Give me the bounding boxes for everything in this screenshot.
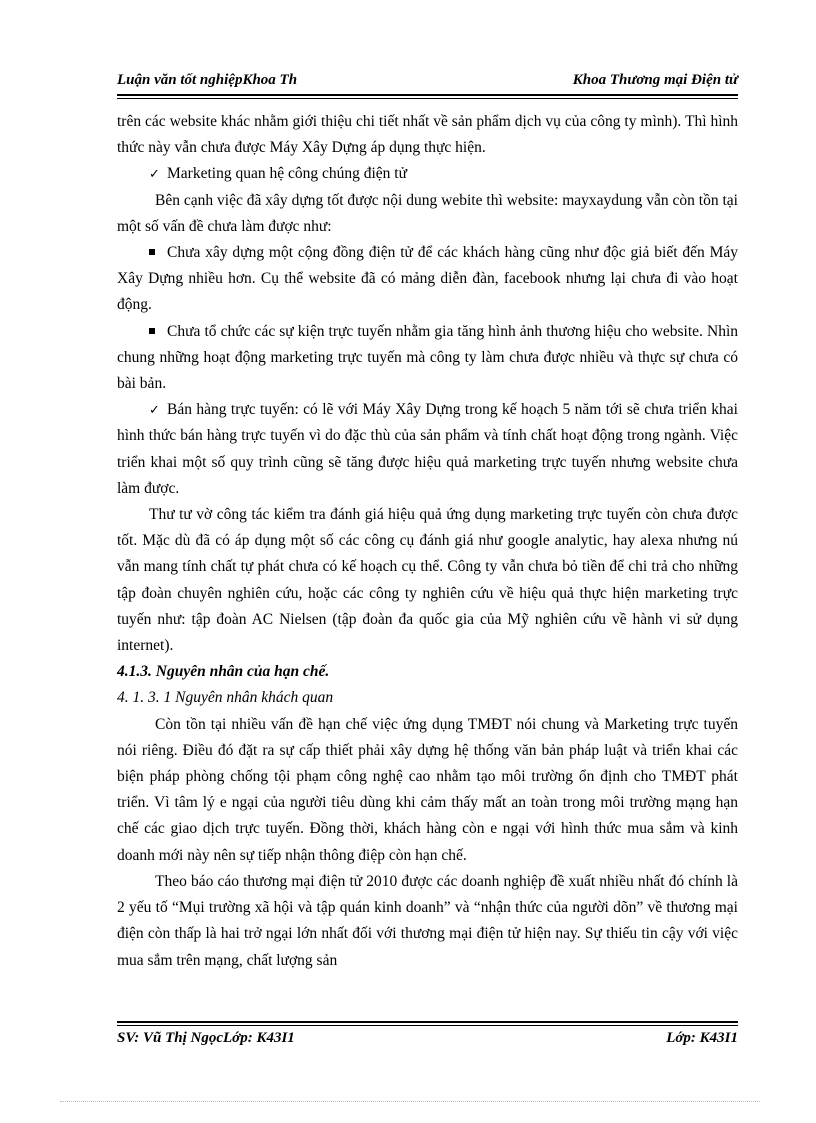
check-item (117, 397, 738, 502)
check-icon: ✓ (149, 402, 160, 418)
footer-right-text: Lớp: K43I1 (666, 1030, 738, 1046)
square-bullet-icon (149, 328, 155, 334)
check-icon: ✓ (149, 166, 160, 182)
check-item-text: Bán hàng trực tuyến: có lẽ với Máy Xây Dựng trong kế hoạch 5 năm tới sẽ chưa triển khai hình thức bán hàng trực tuyến vì do đặc thù của sản phẩm và tính chất hoạt động trong ngành. Việc triển khai một số quy trình cũng sẽ tăng được hiệu quả marketing trực tuyến nhưng website chưa làm được. (117, 401, 738, 497)
paragraph: Còn tồn tại nhiều vấn đề hạn chế việc ứng dụng TMĐT nói chung và Marketing trực tuyến nói riêng. Điều đó đặt ra sự cấp thiết phải xây dựng hệ thống văn bản pháp luật và triển khai các biện pháp phòng chống tội phạm công nghệ cao nhằm tạo môi trường ổn định cho TMĐT phát triển. Vì tâm lý e ngại của người tiêu dùng khi cảm thấy mất an toàn trong môi trường mạng hạn chế các giao dịch trực tuyến. Đồng thời, khách hàng còn e ngại với hình thức mua sắm và kinh doanh mới này nên sự tiếp nhận thông điệp còn hạn chế. (117, 715, 738, 864)
page-header (117, 72, 738, 89)
bullet-item (117, 240, 738, 319)
header-rule-thick (117, 94, 738, 96)
footer-left-text: SV: Vũ Thị NgọcLớp: K43I1 (117, 1030, 295, 1046)
square-bullet-icon (149, 249, 155, 255)
subsection-heading: 4. 1. 3. 1 Nguyên nhân khách quan (117, 689, 334, 707)
footer-rule-thin (117, 1025, 738, 1026)
bullet-item (117, 319, 738, 398)
footer-rule-thick (117, 1021, 738, 1023)
document-body (117, 109, 738, 974)
check-item (117, 161, 738, 187)
header-rule-thin (117, 98, 738, 99)
page-edge-divider (60, 1101, 760, 1102)
check-item-text: Marketing quan hệ công chúng điện tử (167, 165, 407, 183)
paragraph: Thư tư vờ công tác kiểm tra đánh giá hiệu quả ứng dụng marketing trực tuyến còn chưa được tốt. Mặc dù đã có áp dụng một số các công cụ đánh giá như google analytic, hay alexa nhưng nú vẫn mang tính chất tự phát chưa có kế hoạch cụ thể. Công ty vẫn chưa bỏ tiền để chi trả cho những tập đoàn chuyên nghiên cứu, hoặc các công ty nghiên cứu về hiệu quả thực hiện marketing trực tuyến như: tập đoàn AC Nielsen (tập đoàn đa quốc gia của Mỹ nghiên cứu về hành vi sử dụng internet). (117, 506, 738, 655)
page-footer (117, 1030, 738, 1047)
bullet-item-text: Chưa tổ chức các sự kiện trực tuyến nhằm gia tăng hình ảnh thương hiệu cho website. Nhìn chung những hoạt động marketing trực tuyến mà công ty làm chưa được nhiều và thực sự chưa có bài bản. (117, 322, 738, 393)
paragraph: Bên cạnh việc đã xây dựng tốt được nội dung webite thì website: mayxaydung vẫn còn tồn tại một số vấn đề chưa làm được như: (117, 191, 738, 235)
header-left-title: Luận văn tốt nghiệpKhoa Th (117, 72, 298, 88)
section-heading: 4.1.3. Nguyên nhân của hạn chế. (117, 663, 330, 681)
paragraph: trên các website khác nhằm giới thiệu chi tiết nhất về sản phẩm dịch vụ của công ty mình). Thì hình thức này vẫn chưa được Máy Xây Dựng áp dụng thực hiện. (117, 113, 738, 157)
paragraph: Theo báo cáo thương mại điện tử 2010 được các doanh nghiệp đề xuất nhiều nhất đó chính là 2 yếu tố “Mụi trường xã hội và tập quán kinh doanh” và “nhận thức của người dõn” về thương mại điện còn thấp là hai trở ngại lớn nhất đối với thương mại điện tử hiện nay. Sự thiếu tin cậy với việc mua sắm trên mạng, chất lượng sản (117, 872, 738, 969)
header-right-title: Khoa Thương mại Điện tử (572, 72, 738, 88)
bullet-item-text: Chưa xây dựng một cộng đồng điện tử để các khách hàng cũng như độc giả biết đến Máy Xây Dựng nhiều hơn. Cụ thể website đã có mảng diễn đàn, facebook nhưng lại chưa đi vào hoạt động. (117, 244, 738, 314)
